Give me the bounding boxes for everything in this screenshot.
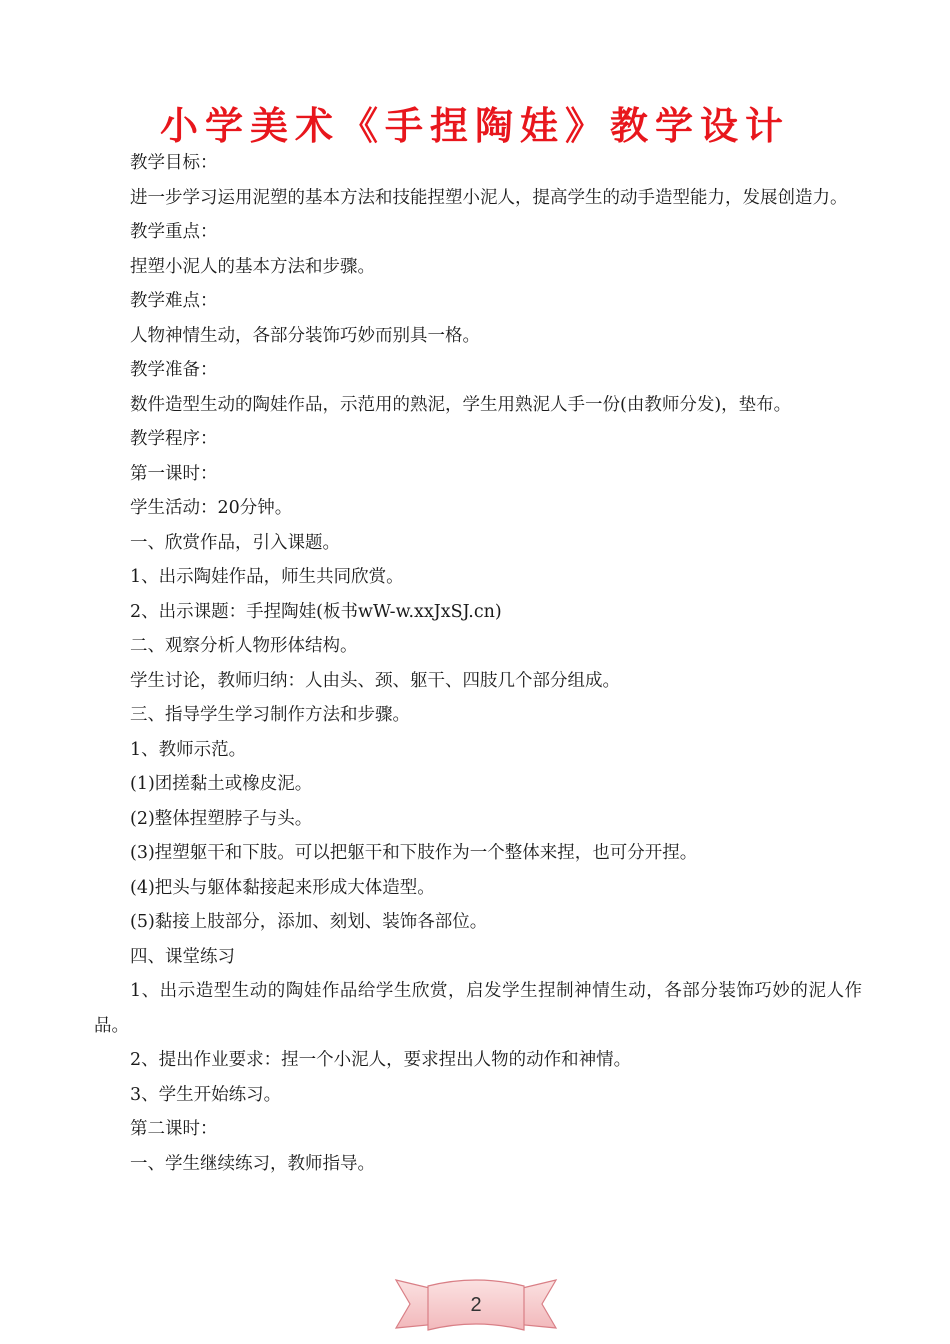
paragraph: 捏塑小泥人的基本方法和步骤。 (130, 256, 375, 277)
paragraph: 1、教师示范。 (130, 739, 247, 760)
paragraph: 二、观察分析人物形体结构。 (130, 636, 358, 656)
paragraph: 第一课时： (130, 463, 218, 484)
paragraph: 人物神情生动，各部分装饰巧妙而别具一格。 (130, 325, 480, 346)
paragraph: 3、学生开始练习。 (130, 1084, 282, 1105)
paragraph: 四、课堂练习 (130, 946, 235, 967)
paragraph: 三、指导学生学习制作方法和步骤。 (130, 705, 410, 725)
document-body (94, 146, 862, 1181)
page-number: 2 (470, 1294, 482, 1316)
paragraph: 教学目标： (130, 153, 218, 173)
paragraph: 一、欣赏作品，引入课题。 (130, 532, 340, 553)
paragraph: 第二课时： (130, 1119, 218, 1139)
paragraph: 数件造型生动的陶娃作品，示范用的熟泥，学生用熟泥人手一份(由教师分发)，垫布。 (130, 394, 792, 415)
paragraph: 学生活动：20分钟。 (130, 498, 293, 518)
paragraph: 学生讨论，教师归纳：人由头、颈、躯干、四肢几个部分组成。 (130, 670, 620, 691)
paragraph: 教学程序： (130, 429, 218, 449)
paragraph: 教学难点： (130, 291, 218, 311)
paragraph: 进一步学习运用泥塑的基本方法和技能捏塑小泥人，提高学生的动手造型能力，发展创造力。 (130, 187, 848, 208)
paragraph: 教学重点： (130, 222, 218, 242)
paragraph: (1)团搓黏土或橡皮泥。 (130, 774, 313, 794)
paragraph: (5)黏接上肢部分，添加、刻划、装饰各部位。 (130, 912, 488, 932)
paragraph: 2、提出作业要求：捏一个小泥人，要求捏出人物的动作和神情。 (130, 1050, 632, 1070)
paragraph: (3)捏塑躯干和下肢。可以把躯干和下肢作为一个整体来捏，也可分开捏。 (130, 843, 698, 863)
paragraph: 1、出示造型生动的陶娃作品给学生欣赏，启发学生捏制神情生动，各部分装饰巧妙的泥人作品。 (94, 981, 862, 1036)
paragraph: 教学准备： (130, 360, 218, 380)
paragraph: 1、出示陶娃作品，师生共同欣赏。 (130, 567, 404, 587)
paragraph: 2、出示课题：手捏陶娃(板书wW-w.xxJxSJ.cn) (130, 601, 502, 622)
paragraph: (2)整体捏塑脖子与头。 (130, 808, 313, 829)
paragraph: (4)把头与躯体黏接起来形成大体造型。 (130, 877, 435, 898)
document-title: 小学美术《手捏陶娃》教学设计 (159, 104, 790, 148)
paragraph: 一、学生继续练习，教师指导。 (130, 1153, 375, 1174)
